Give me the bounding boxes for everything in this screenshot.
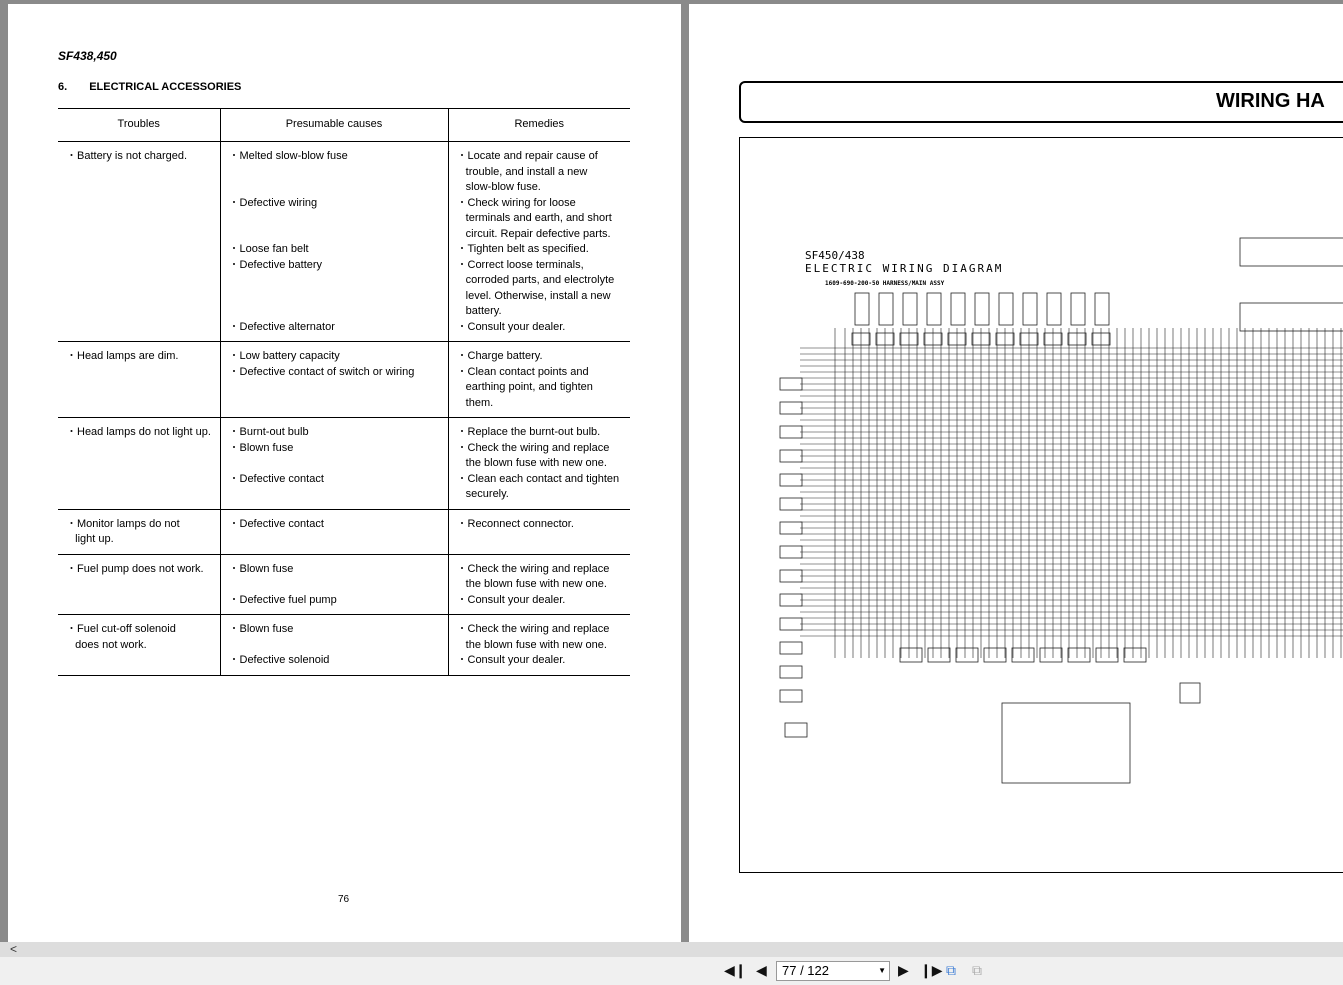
- component: [984, 648, 1006, 662]
- component: [780, 570, 802, 582]
- table-row: [58, 418, 630, 510]
- component: [780, 474, 802, 486]
- table-row: [58, 615, 630, 676]
- component: [780, 690, 802, 702]
- diagram-subtitle: ELECTRIC WIRING DIAGRAM: [805, 262, 1004, 275]
- col-remedies: Remedies: [448, 109, 630, 142]
- horizontal-scrollbar[interactable]: [0, 942, 1343, 957]
- cell-causes: ・Melted slow-blow fuse ・Defective wiring ・Loose fan belt ・Defective battery ・Defective alternator: [220, 142, 448, 342]
- component: [956, 648, 978, 662]
- component: [999, 293, 1013, 325]
- cell-remedies: ・Check the wiring and replace the blown fuse with new one. ・Consult your dealer.: [448, 615, 630, 676]
- section-heading: [58, 81, 241, 93]
- component: [780, 522, 802, 534]
- table-row: [58, 554, 630, 615]
- component: [780, 642, 802, 654]
- component: [1095, 293, 1109, 325]
- page-76: [8, 4, 681, 942]
- component: [1096, 648, 1118, 662]
- model-header: SF438,450: [58, 49, 117, 63]
- section-number: 6.: [58, 81, 68, 93]
- wiring-diagram-drawing: [740, 138, 1343, 872]
- last-page-icon[interactable]: ❙▶: [920, 962, 943, 978]
- component: [1023, 293, 1037, 325]
- first-page-icon[interactable]: ◀❙: [724, 962, 747, 978]
- component: [855, 293, 869, 325]
- cell-trouble: ・Head lamps are dim.: [58, 342, 220, 418]
- cell-remedies: ・Reconnect connector.: [448, 509, 630, 554]
- component: [1047, 293, 1061, 325]
- next-page-icon[interactable]: ▶: [898, 962, 909, 978]
- next-view-icon[interactable]: ⧉: [972, 962, 982, 978]
- component: [900, 648, 922, 662]
- page-selector[interactable]: [776, 961, 890, 981]
- component: [1040, 648, 1062, 662]
- component: [785, 723, 807, 737]
- cell-causes: ・Low battery capacity ・Defective contact of switch or wiring: [220, 342, 448, 418]
- col-troubles: Troubles: [58, 109, 220, 142]
- diagram-title: SF450/438: [805, 249, 865, 262]
- cell-trouble: ・Head lamps do not light up.: [58, 418, 220, 510]
- component: [780, 618, 802, 630]
- component: [780, 594, 802, 606]
- component: [1071, 293, 1085, 325]
- cell-trouble: ・Fuel pump does not work.: [58, 554, 220, 615]
- cell-trouble: ・Fuel cut-off solenoid does not work.: [58, 615, 220, 676]
- component: [1240, 238, 1343, 266]
- diagram-part-number: 1609-690-200-50 HARNESS/MAIN ASSY: [825, 280, 945, 287]
- cell-trouble: ・Battery is not charged.: [58, 142, 220, 342]
- cell-causes: ・Burnt-out bulb ・Blown fuse ・Defective contact: [220, 418, 448, 510]
- cell-trouble: ・Monitor lamps do not light up.: [58, 509, 220, 554]
- component: [903, 293, 917, 325]
- previous-page-icon[interactable]: ◀: [756, 962, 767, 978]
- cell-remedies: ・Locate and repair cause of trouble, and install a new slow-blow fuse. ・Check wiring for loose terminals and earth, and short circuit. Repair defective parts. ・Tighten belt as specified. ・Correct loose terminals, corroded parts, and electrolyte level. Otherwise, install a new battery. ・Consult your dealer.: [448, 142, 630, 342]
- component: [780, 426, 802, 438]
- cell-causes: ・Blown fuse ・Defective fuel pump: [220, 554, 448, 615]
- component: [1002, 703, 1130, 783]
- component: [1180, 683, 1200, 703]
- cell-remedies: ・Check the wiring and replace the blown fuse with new one. ・Consult your dealer.: [448, 554, 630, 615]
- col-causes: Presumable causes: [220, 109, 448, 142]
- component: [780, 498, 802, 510]
- section-title: ELECTRICAL ACCESSORIES: [89, 81, 242, 93]
- component: [975, 293, 989, 325]
- previous-view-icon[interactable]: ⧉: [946, 962, 956, 978]
- scroll-left-icon[interactable]: <: [10, 942, 18, 956]
- component: [928, 648, 950, 662]
- page-value: 77 / 122: [782, 963, 829, 978]
- component: [1124, 648, 1146, 662]
- component: [780, 450, 802, 462]
- title-box: [739, 81, 1343, 123]
- wires: [780, 238, 1343, 783]
- component: [951, 293, 965, 325]
- table-row: [58, 342, 630, 418]
- troubleshooting-table: [58, 108, 630, 676]
- wiring-diagram: [739, 137, 1343, 873]
- cell-remedies: ・Charge battery. ・Clean contact points and earthing point, and tighten them.: [448, 342, 630, 418]
- component: [1068, 648, 1090, 662]
- table-row: [58, 509, 630, 554]
- component: [927, 293, 941, 325]
- cell-causes: ・Blown fuse ・Defective solenoid: [220, 615, 448, 676]
- cell-remedies: ・Replace the burnt-out bulb. ・Check the wiring and replace the blown fuse with new one. ・Clean each contact and tighten securely.: [448, 418, 630, 510]
- component: [1012, 648, 1034, 662]
- component: [780, 546, 802, 558]
- page-title: WIRING HA: [1216, 90, 1325, 112]
- component: [1240, 303, 1343, 331]
- table-row: [58, 142, 630, 342]
- component: [780, 666, 802, 678]
- page-77: [689, 4, 1343, 942]
- component: [780, 378, 802, 390]
- chevron-down-icon[interactable]: ▼: [878, 966, 886, 975]
- page-number: 76: [338, 894, 350, 905]
- cell-causes: ・Defective contact: [220, 509, 448, 554]
- navigation-toolbar: [0, 957, 1343, 985]
- component: [780, 402, 802, 414]
- component: [879, 293, 893, 325]
